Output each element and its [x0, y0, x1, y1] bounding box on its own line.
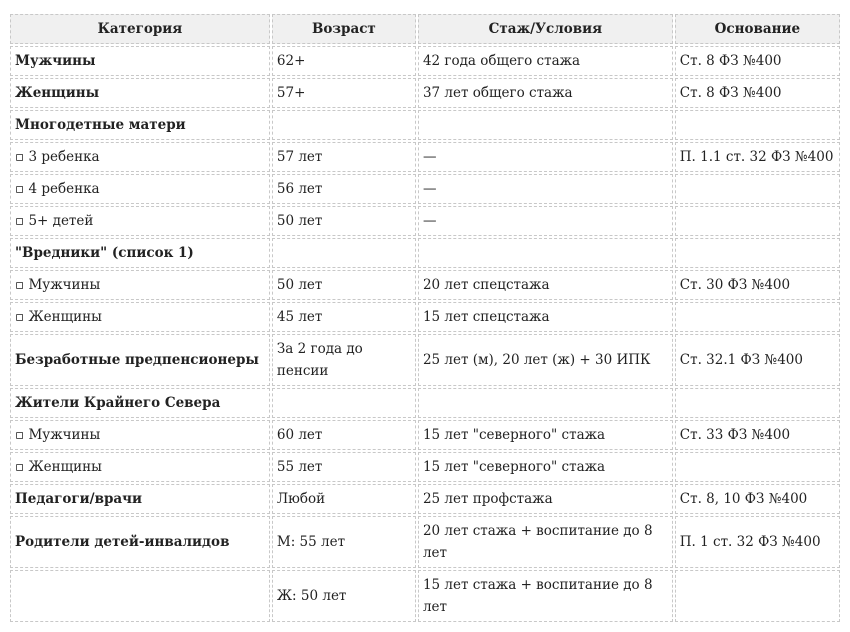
cell-category: ▫ 5+ детей [10, 206, 270, 236]
cell-basis: Ст. 33 ФЗ №400 [675, 420, 840, 450]
cell-basis [675, 110, 840, 140]
cell-conditions: — [418, 142, 673, 172]
cell-age: Ж: 50 лет [272, 570, 416, 622]
cell-conditions: — [418, 206, 673, 236]
table-row [10, 452, 840, 482]
cell-category: ▫ 4 ребенка [10, 174, 270, 204]
cell-basis: Ст. 8 ФЗ №400 [675, 46, 840, 76]
cell-age: 62+ [272, 46, 416, 76]
cell-age: 45 лет [272, 302, 416, 332]
cell-basis: Ст. 30 ФЗ №400 [675, 270, 840, 300]
cell-age: 50 лет [272, 270, 416, 300]
cell-category: Жители Крайнего Севера [10, 388, 270, 418]
table-row [10, 484, 840, 514]
cell-category: Родители детей-инвалидов [10, 516, 270, 568]
table-body [10, 46, 840, 622]
cell-conditions [418, 238, 673, 268]
cell-basis: П. 1.1 ст. 32 ФЗ №400 [675, 142, 840, 172]
cell-category: "Вредники" (список 1) [10, 238, 270, 268]
cell-category: ▫ Женщины [10, 302, 270, 332]
table-row [10, 270, 840, 300]
cell-basis [675, 388, 840, 418]
header-basis: Основание [675, 14, 840, 44]
cell-basis [675, 302, 840, 332]
table-row [10, 420, 840, 450]
table-row [10, 110, 840, 140]
table-row [10, 142, 840, 172]
pension-categories-table [8, 12, 842, 624]
cell-category: Многодетные матери [10, 110, 270, 140]
cell-conditions: 42 года общего стажа [418, 46, 673, 76]
cell-age: 57 лет [272, 142, 416, 172]
table-row [10, 238, 840, 268]
cell-basis [675, 452, 840, 482]
table-row [10, 388, 840, 418]
cell-basis: Ст. 32.1 ФЗ №400 [675, 334, 840, 386]
cell-category [10, 570, 270, 622]
cell-conditions: 15 лет стажа + воспитание до 8 лет [418, 570, 673, 622]
cell-category: Безработные предпенсионеры [10, 334, 270, 386]
cell-conditions: 15 лет спецстажа [418, 302, 673, 332]
cell-age [272, 388, 416, 418]
cell-category: ▫ Мужчины [10, 270, 270, 300]
table-row [10, 570, 840, 622]
cell-basis [675, 206, 840, 236]
cell-basis [675, 238, 840, 268]
cell-age: 56 лет [272, 174, 416, 204]
cell-basis: Ст. 8, 10 ФЗ №400 [675, 484, 840, 514]
pension-table-container [8, 12, 842, 624]
cell-conditions: 25 лет профстажа [418, 484, 673, 514]
header-conditions: Стаж/Условия [418, 14, 673, 44]
cell-basis: П. 1 ст. 32 ФЗ №400 [675, 516, 840, 568]
cell-age: Любой [272, 484, 416, 514]
cell-category: ▫ 3 ребенка [10, 142, 270, 172]
cell-conditions: 15 лет "северного" стажа [418, 452, 673, 482]
table-row [10, 46, 840, 76]
cell-basis [675, 570, 840, 622]
cell-age: 50 лет [272, 206, 416, 236]
cell-basis [675, 174, 840, 204]
cell-age [272, 238, 416, 268]
cell-conditions: 20 лет стажа + воспитание до 8 лет [418, 516, 673, 568]
cell-basis: Ст. 8 ФЗ №400 [675, 78, 840, 108]
cell-age: 57+ [272, 78, 416, 108]
table-row [10, 334, 840, 386]
table-row [10, 206, 840, 236]
cell-category: ▫ Мужчины [10, 420, 270, 450]
table-row [10, 78, 840, 108]
header-age: Возраст [272, 14, 416, 44]
cell-category: Мужчины [10, 46, 270, 76]
cell-conditions: 15 лет "северного" стажа [418, 420, 673, 450]
cell-category: Педагоги/врачи [10, 484, 270, 514]
table-header-row [10, 14, 840, 44]
cell-age: 60 лет [272, 420, 416, 450]
cell-conditions: 37 лет общего стажа [418, 78, 673, 108]
header-category: Категория [10, 14, 270, 44]
cell-category: Женщины [10, 78, 270, 108]
table-row [10, 174, 840, 204]
cell-category: ▫ Женщины [10, 452, 270, 482]
table-row [10, 302, 840, 332]
cell-age: М: 55 лет [272, 516, 416, 568]
cell-conditions: 20 лет спецстажа [418, 270, 673, 300]
table-row [10, 516, 840, 568]
cell-age: 55 лет [272, 452, 416, 482]
cell-conditions: — [418, 174, 673, 204]
cell-conditions [418, 388, 673, 418]
cell-conditions [418, 110, 673, 140]
cell-conditions: 25 лет (м), 20 лет (ж) + 30 ИПК [418, 334, 673, 386]
cell-age: За 2 года до пенсии [272, 334, 416, 386]
cell-age [272, 110, 416, 140]
